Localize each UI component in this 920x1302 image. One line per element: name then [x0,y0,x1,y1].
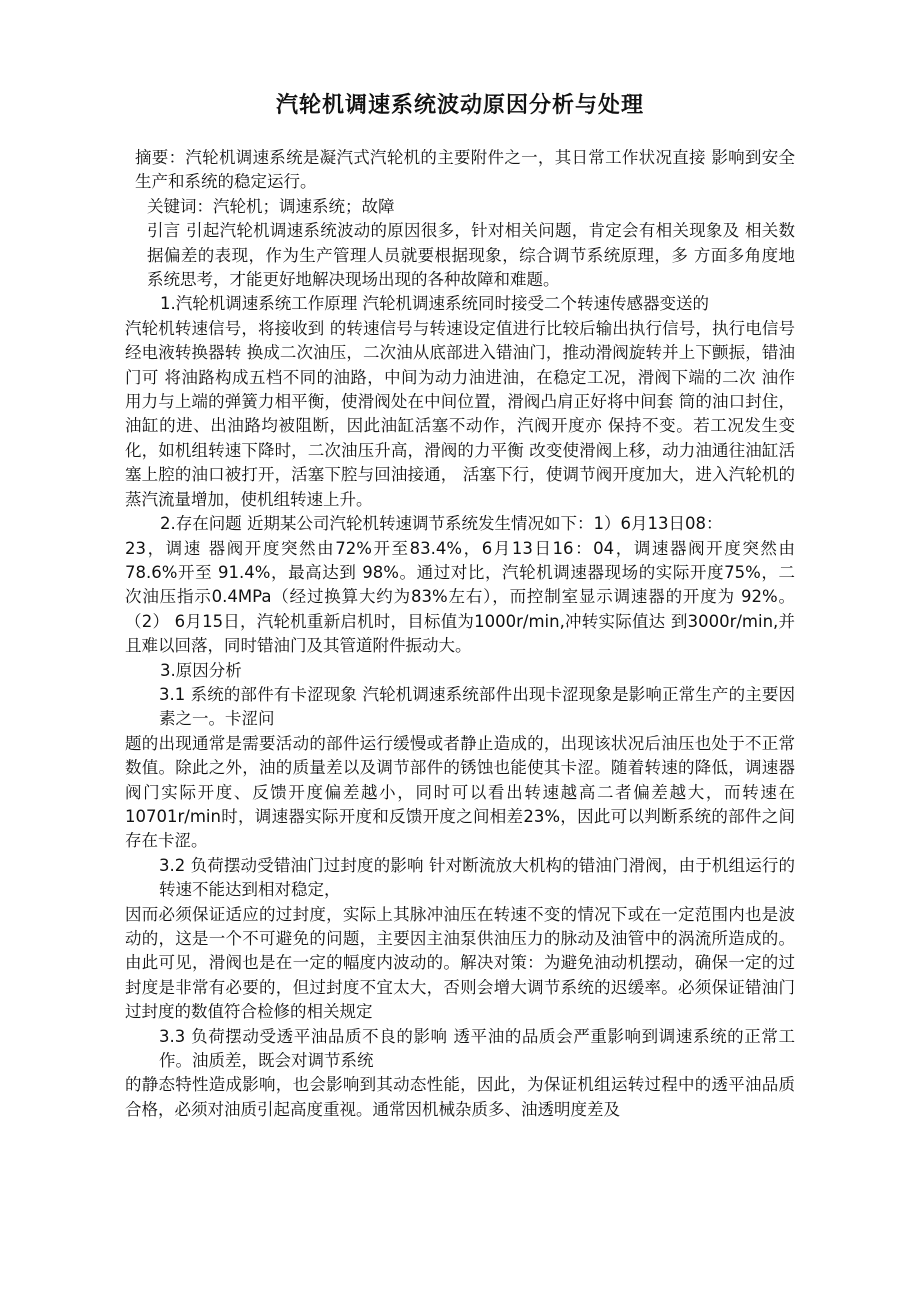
section-3-3-heading: 3.3 负荷摆动受透平油品质不良的影响 透平油的品质会严重影响到调速系统的正常工作。油质差，既会对调节系统 [159,1026,795,1071]
section-3-heading: 3.原因分析 [160,660,242,680]
document-title: 汽轮机调速系统波动原因分析与处理 [275,93,644,118]
abstract-paragraph: 摘要：汽轮机调速系统是凝汽式汽轮机的主要附件之一，其日常工作状况直接 影响到安全生产和系统的稳定运行。 [135,148,795,192]
keywords-line: 关键词：汽轮机；调速系统；故障 [147,196,395,216]
document-body [125,146,795,1122]
section-3-1-heading: 3.1 系统的部件有卡涩现象 汽轮机调速系统部件出现卡涩现象是影响正常生产的主要因素之一。卡涩问 [159,684,795,729]
intro-paragraph: 引言 引起汽轮机调速系统波动的原因很多，针对相关问题，肯定会有相关现象及 相关数据偏差的表现，作为生产管理人员就要根据现象，综合调节系统原理，多 方面多角度地系统思考，才能更好地解决现场出现的各种故障和难题。 [147,221,795,290]
section-2-heading: 2.存在问题 近期某公司汽轮机转速调节系统发生情况如下：1）6月13日08： [160,514,723,534]
section-1-heading: 1.汽轮机调速系统工作原理 汽轮机调速系统同时接受二个转速传感器变送的 [160,294,709,314]
section-3-1-body: 题的出现通常是需要活动的部件运行缓慢或者静止造成的，出现该状况后油压也处于不正常数值。除此之外，油的质量差以及调节部件的锈蚀也能使其卡涩。随着转速的降低，调速器阀门实际开度、反馈开度偏差越小，同时可以看出转速越高二者偏差越大，而转速在10701r/min时，调速器实际开度和反馈开度之间相差23%，因此可以判断系统的部件之间存在卡涩。 [125,733,795,851]
section-3-2-body: 因而必须保证适应的过封度，实际上其脉冲油压在转速不变的情况下或在一定范围内也是波动的，这是一个不可避免的问题，主要因主油泵供油压力的脉动及油管中的涡流所造成的。由此可见，滑阀也是在一定的幅度内波动的。解决对策：为避免油动机摆动，确保一定的过封度是非常有必要的，但过封度不宜太大，否则会增大调节系统的迟缓率。必须保证错油门过封度的数值符合检修的相关规定 [125,904,795,1022]
section-2-body: 23，调速 器阀开度突然由72%开至83.4%，6月13日16：04，调速器阀开度突然由78.6%开至 91.4%，最高达到 98%。通过对比，汽轮机调速器现场的实际开度75%，二 次油压指示0.4MPa（经过换算大约为83%左右），而控制室显示调速器的开度为 92%。（2） 6月15日，汽轮机重新启机时，目标值为1000r/min,冲转实际值达 到3000r/min,并且难以回落，同时错油门及其管道附件振动大。 [125,538,795,656]
section-3-3-body: 的静态特性造成影响，也会影响到其动态性能，因此，为保证机组运转过程中的透平油品质合格，必须对油质引起高度重视。通常因机械杂质多、油透明度差及 [125,1075,795,1119]
section-3-2-heading: 3.2 负荷摆动受错油门过封度的影响 针对断流放大机构的错油门滑阀，由于机组运行的转速不能达到相对稳定， [159,855,795,900]
section-1-body: 汽轮机转速信号，将接收到 的转速信号与转速设定值进行比较后输出执行信号，执行电信号经电液转换器转 换成二次油压，二次油从底部进入错油门，推动滑阀旋转并上下颤振，错油门可 将油路构成五档不同的油路，中间为动力油进油，在稳定工况，滑阀下端的二次 油作用力与上端的弹簧力相平衡，使滑阀处在中间位置，滑阀凸肩正好将中间套 筒的油口封住，油缸的进、出油路均被阻断，因此油缸活塞不动作，汽阀开度亦 保持不变。若工况发生变化，如机组转速下降时，二次油压升高，滑阀的力平衡 改变使滑阀上移，动力油通往油缸活塞上腔的油口被打开，活塞下腔与回油接通， 活塞下行，使调节阀开度加大，进入汽轮机的蒸汽流量增加，使机组转速上升。 [125,318,795,509]
